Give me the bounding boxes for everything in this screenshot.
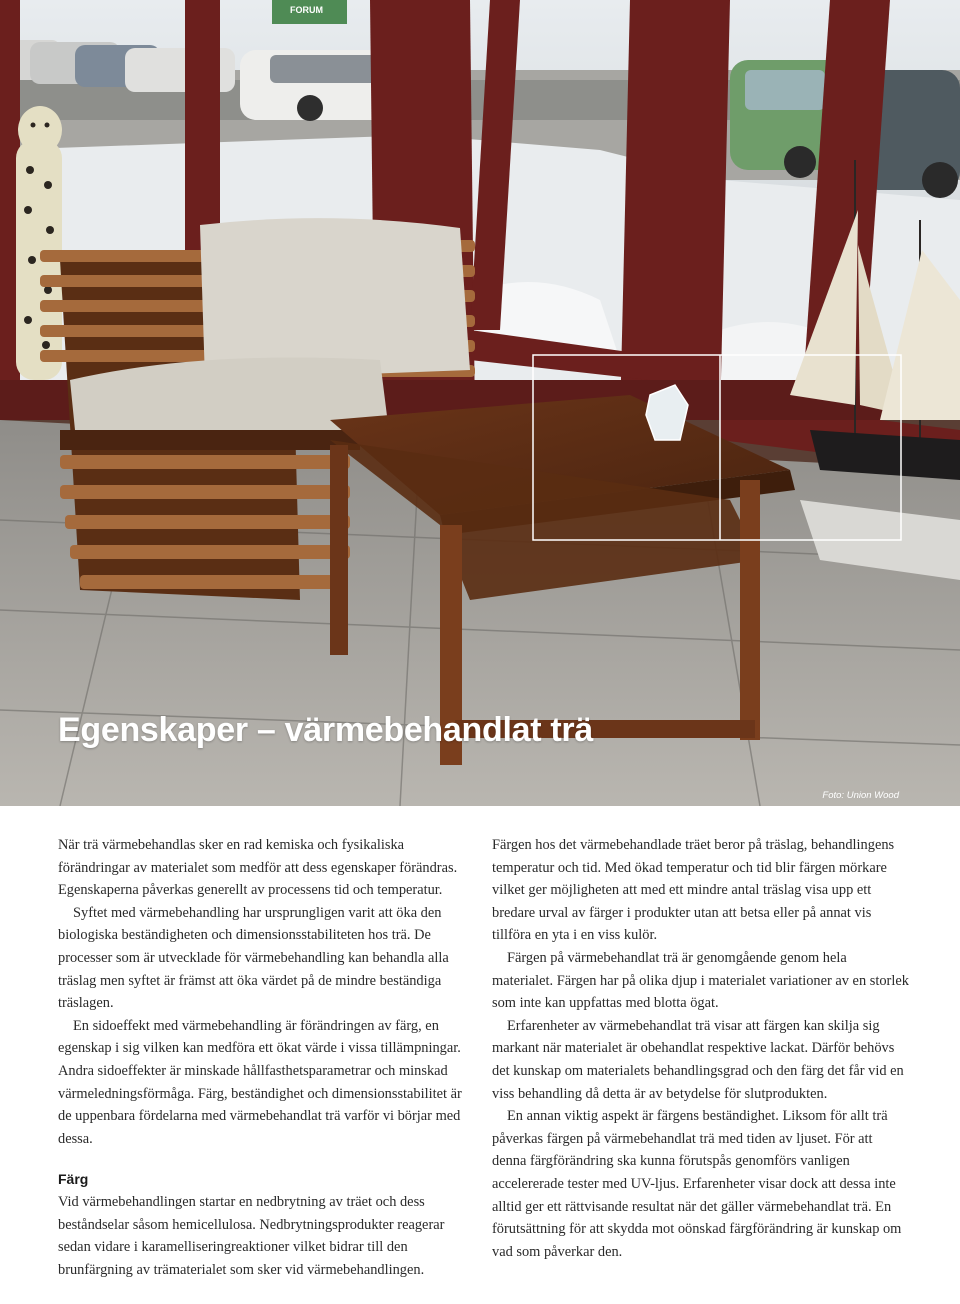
- page-title: Egenskaper – värmebehandlat trä: [58, 711, 593, 749]
- left-text-column: [58, 834, 470, 1281]
- right-text-column: [492, 834, 910, 1263]
- store-sign-text: FORUM: [290, 5, 323, 15]
- left-paragraph-1: När trä värmebehandlas sker en rad kemiska och fysikaliska förändringar av materialet som medför att dess egenskaper förändras. Egenskaperna påverkas generellt av processens tid och temperatur.: [58, 837, 458, 899]
- right-paragraph-1: Färgen hos det värmebehandlade träet beror på träslag, behandlingens temperatur och tid. Med ökad temperatur och tid blir färgen mörkare vilket ger möjligheten att med ett mindre antal träslag visa upp ett bredare urval av färger i produkter utan att betsa eller på annat vis tillföra en yta i en viss kulör.: [492, 837, 895, 944]
- leopard-figurine: [16, 106, 62, 380]
- left-paragraph-3: En sidoeffekt med värmebehandling är förändringen av färg, en egenskap i sig vilken kan medföra ett ökat värde i vissa tillämpningar. Andra sidoeffekter är minskade hållfasthetsparametrar och minskad värmeledningsförmåga. Färg, beständighet och dimensionsstabilitet är de uppenbara fördelarna med värmebehandlat trä varför vi börjar med dessa.: [58, 1017, 462, 1147]
- right-paragraph-4: En annan viktig aspekt är färgens beständighet. Liksom för allt trä påverkas färgen på värmebehandlat trä med tiden av ljuset. För att denna färgförändring ska kunna förutspås genomförs vanligen accelererade tester med UV-ljus. Erfarenheter visar dock att dessa inte alltid ger ett rättvisande resultat när det gäller värmebehandlat trä. En förutsättning för att skydda mot oönskad färgförändring är kunskap om vad som påverkar den.: [492, 1108, 902, 1260]
- left-paragraph-2: Syftet med värmebehandling har ursprungligen varit att öka den biologiska beständigheten och dimensionsstabiliteten hos trä. De processer som är utvecklade för värmebehandling kan behandla alla träslag men syftet är främst att öka värdet på de mindre beständiga träslagen.: [58, 904, 449, 1012]
- store-sign: [272, 0, 347, 24]
- left-paragraph-4: Vid värmebehandlingen startar en nedbrytning av träet och dess beståndselar såsom hemicellulosa. Nedbrytningsprodukter reagerar sedan vidare i karamelliseringreaktioner vilket bidrar till den brunfärgning av trämaterialet som sker vid värmebehandlingen.: [58, 1193, 445, 1278]
- right-paragraph-3: Erfarenheter av värmebehandlat trä visar att färgen kan skilja sig markant när materialet är obehandlat respektive lackat. Därför behövs det kunskap om materialets behandlingsgrad och den färg det får vid en viss behandling då detta är av betydelse för slutprodukten.: [492, 1017, 904, 1102]
- section-subheading: Färg: [58, 1171, 89, 1188]
- right-paragraph-2: Färgen på värmebehandlat trä är genomgående genom hela materialet. Färgen har på olika djup i materialet variationer av en storlek som inte kan uppfattas med blotta ögat.: [492, 949, 909, 1012]
- photo-credit: Foto: Union Wood: [822, 790, 899, 801]
